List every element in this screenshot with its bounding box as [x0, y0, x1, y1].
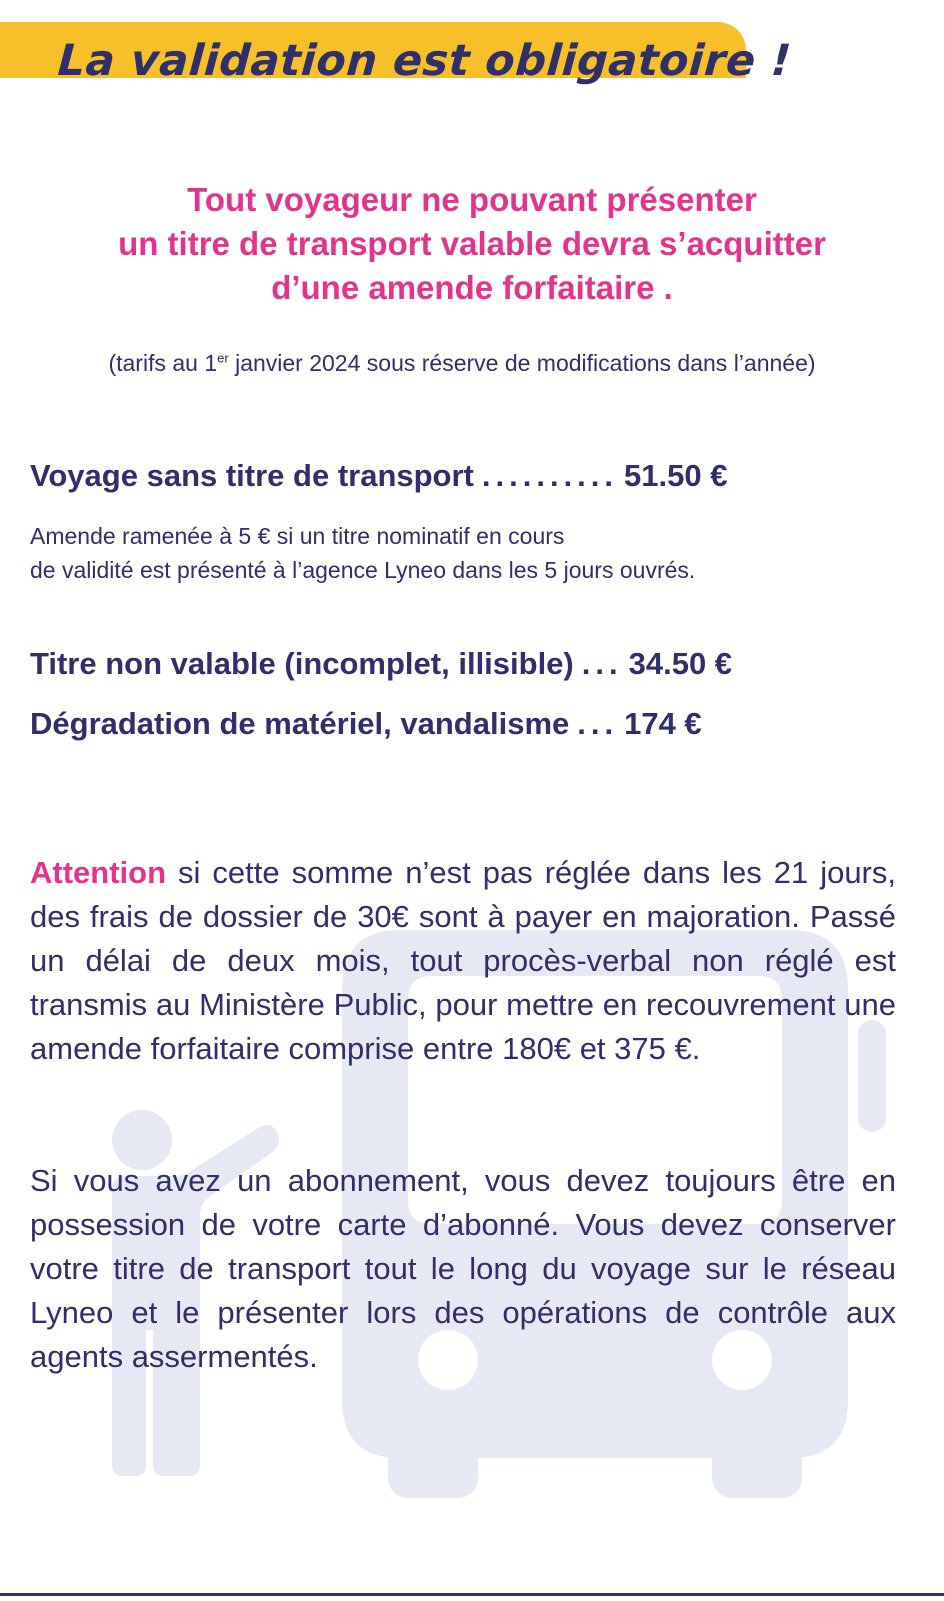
- fine-row: [30, 706, 702, 742]
- bottom-divider: [0, 1593, 944, 1596]
- tarifs-superscript: er: [217, 350, 229, 366]
- fine-label: Voyage sans titre de transport: [30, 458, 474, 493]
- title-banner: [0, 22, 794, 86]
- fine-warning-line: Tout voyageur ne pouvant présenter: [187, 181, 757, 218]
- fine-note-line: de validité est présenté à l’agence Lyneo dans les 5 jours ouvrés.: [30, 557, 696, 583]
- fine-amount: 51.50 €: [624, 458, 728, 493]
- fine-reduction-note: [30, 519, 910, 587]
- tarifs-note: [0, 350, 924, 377]
- fine-warning: [0, 178, 944, 310]
- fine-dots: ...: [577, 706, 619, 741]
- fine-amount: 174 €: [624, 706, 702, 741]
- fine-label: Titre non valable (incomplet, illisible): [30, 646, 574, 681]
- fine-note-line: Amende ramenée à 5 € si un titre nominatif en cours: [30, 523, 565, 549]
- fine-amount: 34.50 €: [628, 646, 733, 681]
- tarifs-prefix: (tarifs au 1: [108, 350, 218, 376]
- fine-row: [30, 458, 727, 494]
- fine-dots: ...: [581, 646, 623, 681]
- subscription-paragraph: Si vous avez un abonnement, vous devez toujours être en possession de votre carte d’abonné. Vous devez conserver votre titre de transport tout le long du voyage sur le réseau Lyneo et le présenter lors des opérations de contrôle aux agents assermentés.: [30, 1163, 896, 1374]
- fine-warning-line: d’une amende forfaitaire .: [271, 269, 673, 306]
- fine-warning-line: un titre de transport valable devra s’acquitter: [118, 225, 826, 262]
- attention-text: si cette somme n’est pas réglée dans les 21 jours, des frais de dossier de 30€ sont à payer en majoration. Passé un délai de deux mois, tout procès-verbal non réglé est transmis au Ministère Public, pour mettre en recouvrement une amende forfaitaire comprise entre 180€ et 375 €.: [30, 855, 896, 1066]
- attention-paragraph: [30, 851, 896, 1071]
- fine-row: [30, 646, 732, 682]
- page-title: La validation est obligatoire !: [56, 36, 794, 86]
- fine-label: Dégradation de matériel, vandalisme: [30, 706, 570, 741]
- attention-keyword: Attention: [30, 855, 167, 890]
- fine-dots: ..........: [481, 458, 619, 493]
- tarifs-suffix: janvier 2024 sous réserve de modifications dans l’année): [228, 350, 816, 376]
